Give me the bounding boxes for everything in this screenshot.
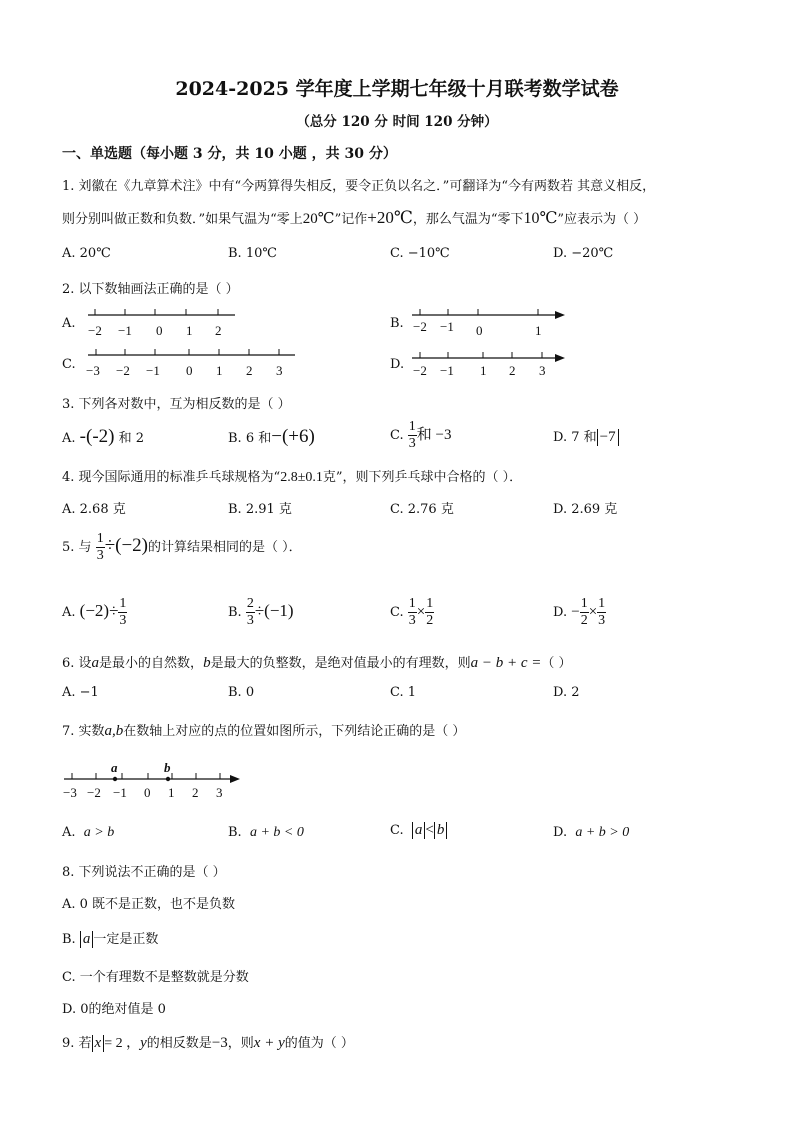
q3-b-expr: −(+6) xyxy=(271,426,315,447)
tick-label: −3 xyxy=(86,363,100,378)
q1-option-d: D. −20℃ xyxy=(553,246,614,261)
q1-line2 xyxy=(62,208,646,228)
q1-text-a: 则分别叫做正数和负数．”如果气温为“零上 xyxy=(62,212,303,227)
q3-a-expr: -(-2) xyxy=(79,426,115,447)
tick-label: −3 xyxy=(63,785,77,800)
q3-c-label: C. xyxy=(390,428,404,443)
q1-temp-1: 20℃ xyxy=(302,211,335,227)
tick-label: 3 xyxy=(539,363,546,378)
q3-c-tail: 和 −3 xyxy=(416,427,452,443)
q2-label-a: A. xyxy=(62,316,76,331)
q3-d-text: D. 7 和 xyxy=(553,430,597,445)
q1-text-d: ”应表示为（ ） xyxy=(557,212,647,227)
q8-option-b: B. a 一定是正数 xyxy=(62,931,159,947)
tick-label: −1 xyxy=(118,323,132,338)
q7-stem: 7. 实数a,b在数轴上对应的点的位置如图所示，下列结论正确的是（ ） xyxy=(62,723,466,739)
q5-fraction: $\frac{1}{3}$ xyxy=(96,531,104,563)
exam-title: 2024-2025 学年度上学期七年级十月联考数学试卷 xyxy=(175,78,619,100)
q4-option-b: B. 2.91 克 xyxy=(228,502,292,517)
q6-option-a: A. −1 xyxy=(62,685,99,700)
q4-spec: 2.8±0.1 xyxy=(280,470,323,485)
q8-option-c: C. 一个有理数不是整数就是分数 xyxy=(62,970,249,985)
q2-numberline-a xyxy=(80,305,240,345)
q2-label-b: B. xyxy=(390,316,404,331)
exam-subtitle: （总分 120 分 时间 120 分钟） xyxy=(296,114,498,130)
tick-label: 1 xyxy=(535,323,542,338)
q4-option-d: D. 2.69 克 xyxy=(553,502,618,517)
tick-label: −2 xyxy=(88,323,102,338)
tick-label: 1 xyxy=(168,785,175,800)
q2-label-c: C. xyxy=(62,357,76,372)
q1-temp-3: 10℃ xyxy=(523,210,558,227)
label-b: b xyxy=(164,760,171,775)
q1-line1: 1. 刘徽在《九章算术注》中有“今两算得失相反，要令正负以名之．”可翻译为“今有两数若 其意义相反， xyxy=(62,179,656,194)
tick-label: 1 xyxy=(480,363,487,378)
tick-label: −2 xyxy=(413,363,427,378)
q3-a-tail: 和 2 xyxy=(118,431,145,446)
tick-label: 3 xyxy=(276,363,283,378)
tick-label: −1 xyxy=(440,319,454,334)
q7-option-c: C. a < b xyxy=(390,822,447,839)
tick-label: −2 xyxy=(87,785,101,800)
q5-stem: 5. 与 $\frac{1}{3}$ ÷(−2)的计算结果相同的是（ ）． xyxy=(62,531,302,563)
q3-stem: 3. 下列各对数中，互为相反数的是（ ） xyxy=(62,397,291,412)
tick-label: 3 xyxy=(216,785,223,800)
tick-label: 0 xyxy=(156,323,163,338)
q3-option-b xyxy=(228,426,315,448)
label-a: a xyxy=(111,760,118,775)
q4-option-a: A. 2.68 克 xyxy=(62,502,126,517)
q4-stem: 4. 现今国际通用的标准乒乓球规格为“2.8±0.1克”，则下列乒乓球中合格的（ ）． xyxy=(62,470,523,485)
q5-option-d: D. − $\frac{1}{2}$ × $\frac{1}{3}$ xyxy=(553,596,606,628)
tick-label: 0 xyxy=(144,785,151,800)
q1-option-c: C. −10℃ xyxy=(390,246,450,261)
q7-option-a: A. a > b xyxy=(62,825,115,840)
q1-text-c: ，那么气温为“零下 xyxy=(412,212,524,227)
point-b xyxy=(166,777,170,781)
tick-label: 2 xyxy=(215,323,222,338)
tick-label: 0 xyxy=(476,323,483,338)
q5-option-c: C. $\frac{1}{3}$ × $\frac{1}{2}$ xyxy=(390,596,434,628)
q6-expr: a − b + c = xyxy=(470,655,542,671)
q9-stem: 9. 若 x = 2 ，y的相反数是−3，则x + y的值为（ ） xyxy=(62,1035,354,1051)
tick-label: −2 xyxy=(116,363,130,378)
ticks xyxy=(95,309,218,315)
q8-option-a: A. 0 既不是正数，也不是负数 xyxy=(62,897,236,912)
q8-option-d: D. 0的绝对值是 0 xyxy=(62,1002,166,1017)
tick-label: 2 xyxy=(509,363,516,378)
q2-numberline-d xyxy=(408,348,568,388)
q1-option-b: B. 10℃ xyxy=(228,246,277,261)
q6-option-b: B. 0 xyxy=(228,685,255,700)
tick-label: 1 xyxy=(216,363,223,378)
tick-label: 1 xyxy=(186,323,193,338)
q2-label-d: D. xyxy=(390,357,405,372)
tick-label: 2 xyxy=(192,785,199,800)
q6-option-d: D. 2 xyxy=(553,685,580,700)
q6-stem: 6. 设a是最小的自然数，b是最大的负整数，是绝对值最小的有理数，则a − b + c =（ ） xyxy=(62,655,572,671)
q4-option-c: C. 2.76 克 xyxy=(390,502,454,517)
q3-d-abs: −7 xyxy=(597,429,619,446)
q3-option-d xyxy=(553,426,619,446)
q6-option-c: C. 1 xyxy=(390,685,417,700)
point-a xyxy=(113,777,117,781)
q1-text-b: ”记作 xyxy=(334,212,368,227)
q5-expr: ÷(−2) xyxy=(104,535,148,556)
q2-stem: 2. 以下数轴画法正确的是（ ） xyxy=(62,282,239,297)
q5-option-a: A. (−2)÷ $\frac{1}{3}$ xyxy=(62,596,127,628)
tick-label: −2 xyxy=(413,319,427,334)
tick-label: −1 xyxy=(113,785,127,800)
tick-label: −1 xyxy=(440,363,454,378)
q3-option-a xyxy=(62,426,144,448)
arrow-icon xyxy=(230,775,240,783)
q7-numberline xyxy=(62,758,252,800)
q1-option-a: A. 20℃ xyxy=(62,246,111,261)
tick-label: 0 xyxy=(186,363,193,378)
q2-numberline-c xyxy=(80,345,300,385)
q3-option-c xyxy=(390,420,451,451)
q3-a-label: A. xyxy=(62,431,76,446)
q1-temp-2: +20℃ xyxy=(367,208,413,227)
q8-stem: 8. 下列说法不正确的是（ ） xyxy=(62,865,226,880)
section-heading: 一、单选题（每小题 3 分，共 10 小题 ，共 30 分） xyxy=(62,146,397,162)
q5-option-b: B. $\frac{2}{3}$ ÷(−1) xyxy=(228,596,294,628)
tick-label: 2 xyxy=(246,363,253,378)
q3-b-text: B. 6 和 xyxy=(228,431,272,446)
tick-label: −1 xyxy=(146,363,160,378)
q2-numberline-b xyxy=(408,305,568,345)
q7-option-d: D. a + b > 0 xyxy=(553,825,630,840)
arrow-icon xyxy=(555,354,565,362)
q3-c-fraction: $\frac{1}{3}$ xyxy=(408,419,416,451)
q7-option-b: B. a + b < 0 xyxy=(228,825,304,840)
arrow-icon xyxy=(555,311,565,319)
